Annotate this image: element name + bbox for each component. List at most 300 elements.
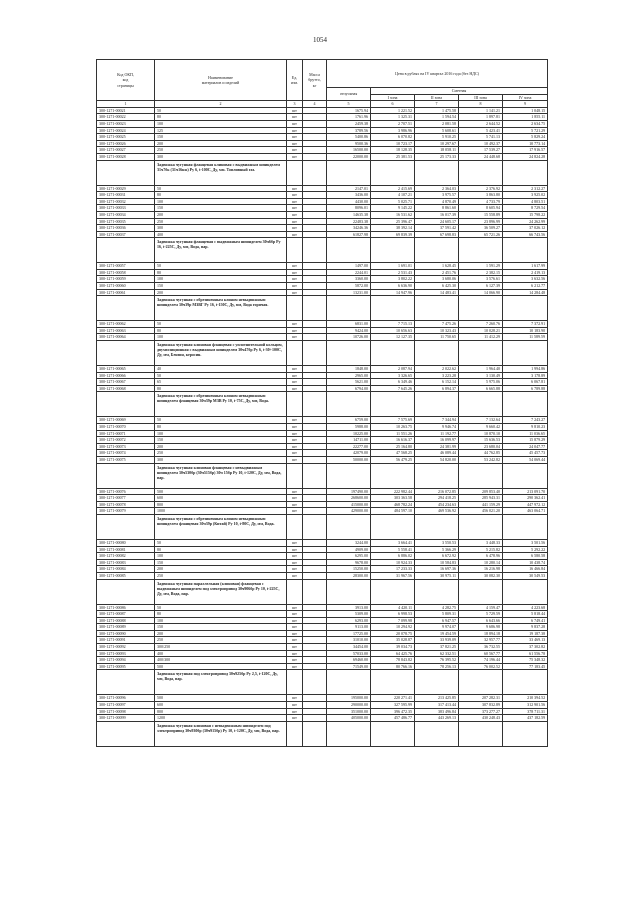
row-price-zone: 5 423.41 — [459, 127, 503, 134]
index-row — [97, 101, 548, 108]
row-mass — [303, 424, 327, 431]
row-price-zone: 10 263.75 — [371, 424, 415, 431]
table-row — [97, 198, 548, 205]
row-price-zone: 10 028.21 — [459, 327, 503, 334]
section-empty-cell — [327, 296, 371, 321]
table-row — [97, 424, 548, 431]
row-price-zone: 9 837.28 — [503, 624, 548, 631]
row-mass — [303, 443, 327, 450]
row-code: 300-1271-00097 — [97, 702, 155, 709]
row-mass — [303, 147, 327, 154]
table-row — [97, 321, 548, 328]
row-code: 300-1271-00031 — [97, 192, 155, 199]
row-price-zone: 3 680.06 — [415, 276, 459, 283]
row-code: 300-1271-00091 — [97, 637, 155, 644]
row-diameter: 600 — [155, 495, 287, 502]
row-price-zone: 10 280.14 — [459, 559, 503, 566]
row-price-zone: 10 438.74 — [503, 559, 548, 566]
section-title: Задвижка чугунная клиновая фланцевая с невыдвижным шпинделем 30ч530бр (30ч515бр) 30ч 15бр Ру 10, t-120С, Ду, мм, Вода, пар. — [155, 463, 287, 488]
row-unit: шт — [287, 417, 303, 424]
row-price-wholesale: 61827.98 — [327, 231, 371, 238]
row-price-zone: 10 297.67 — [415, 140, 459, 147]
section-empty-cell — [459, 296, 503, 321]
row-unit: шт — [287, 127, 303, 134]
section-empty-cell — [371, 514, 415, 539]
table-row — [97, 708, 548, 715]
row-price-zone: 37 302.82 — [503, 644, 548, 651]
row-price-zone: 23 896.99 — [459, 218, 503, 225]
row-mass — [303, 134, 327, 141]
row-diameter: 500 — [155, 695, 287, 702]
section-row — [97, 160, 548, 185]
section-title: Задвижка чугунная с обрезиненным клином невыдвижным шпинделем фланцевая 30ч39р МЗВ Ру 10, t-75С, Ду, мм, Вода. — [155, 392, 287, 417]
row-unit: шт — [287, 495, 303, 502]
section-empty-cell — [459, 160, 503, 185]
row-price-zone: 5 741.13 — [459, 134, 503, 141]
row-price-zone: 61 556.78 — [503, 650, 548, 657]
row-price-zone: 6 643.66 — [459, 617, 503, 624]
row-unit: шт — [287, 546, 303, 553]
row-price-zone: 80 766.16 — [371, 663, 415, 670]
section-empty-cell — [459, 579, 503, 604]
row-price-zone: 1 994.86 — [503, 366, 548, 373]
row-diameter: 100 — [155, 198, 287, 205]
row-code: 300-1271-00095 — [97, 663, 155, 670]
row-price-zone: 7 372.91 — [503, 321, 548, 328]
row-unit: шт — [287, 708, 303, 715]
row-price-zone: 10 870.10 — [459, 430, 503, 437]
row-price-zone: 16 216.98 — [459, 566, 503, 573]
row-price-zone: 20 078.75 — [371, 630, 415, 637]
row-price-zone: 383 496.84 — [415, 708, 459, 715]
table-row — [97, 205, 548, 212]
section-empty-cell — [327, 341, 371, 366]
row-diameter: 80 — [155, 611, 287, 618]
row-unit: шт — [287, 321, 303, 328]
row-price-zone: 5 818.44 — [503, 611, 548, 618]
row-price-zone: 6 580.58 — [503, 553, 548, 560]
row-price-zone: 1 628.45 — [415, 263, 459, 270]
section-empty-cell — [415, 392, 459, 417]
row-mass — [303, 417, 327, 424]
row-price-zone: 1 617.99 — [503, 263, 548, 270]
row-mass — [303, 546, 327, 553]
row-code: 300-1271-00077 — [97, 495, 155, 502]
row-price-zone: 7 575.69 — [371, 417, 415, 424]
row-price-zone: 207 282.31 — [459, 695, 503, 702]
row-price-wholesale: 4909.00 — [327, 546, 371, 553]
section-row — [97, 670, 548, 695]
section-empty-cell — [503, 579, 548, 604]
row-mass — [303, 205, 327, 212]
row-diameter: 150 — [155, 437, 287, 444]
row-mass — [303, 321, 327, 328]
row-unit: шт — [287, 663, 303, 670]
row-unit: шт — [287, 198, 303, 205]
section-empty-cell — [503, 296, 548, 321]
row-price-zone: 6 070.82 — [371, 134, 415, 141]
row-price-zone: 60 567.77 — [459, 650, 503, 657]
table-row — [97, 695, 548, 702]
row-price-zone: 396 472.35 — [371, 708, 415, 715]
row-mass — [303, 327, 327, 334]
row-unit: шт — [287, 715, 303, 722]
row-price-wholesale: 6794.00 — [327, 385, 371, 392]
row-price-zone: 294 418.25 — [415, 495, 459, 502]
row-diameter: 250 — [155, 218, 287, 225]
row-price-zone: 24 262.99 — [503, 218, 548, 225]
row-price-zone: 5 809.31 — [415, 611, 459, 618]
section-empty-cell — [371, 721, 415, 746]
row-price-zone: 2 312.27 — [503, 185, 548, 192]
row-code: 300-1271-00025 — [97, 134, 155, 141]
row-unit: шт — [287, 334, 303, 341]
section-empty-cell — [303, 238, 327, 263]
row-price-zone: 64 425.76 — [371, 650, 415, 657]
row-price-zone: 1 325.31 — [371, 114, 415, 121]
row-price-wholesale: 268600.00 — [327, 495, 371, 502]
row-price-zone: 2 644.52 — [459, 120, 503, 127]
table-row — [97, 276, 548, 283]
section-empty-cell — [287, 238, 303, 263]
section-title: Задвижка чугунная параллельная (клиновая) фланцевая с выдвижным шпинделем под электропривод 30ч906бр Ру 10, t-225С, Ду, мм, Вода, пар. — [155, 579, 287, 604]
section-empty-cell — [459, 392, 503, 417]
header-unit-line: изм. — [290, 80, 299, 86]
table-row — [97, 192, 548, 199]
index-cell: 9 — [503, 101, 548, 108]
row-price-wholesale: 69460.00 — [327, 657, 371, 664]
row-code: 300-1271-00090 — [97, 630, 155, 637]
section-empty-cell — [303, 670, 327, 695]
row-mass — [303, 715, 327, 722]
header-mass-line: брутто, — [308, 77, 321, 83]
row-price-zone: 14 284.48 — [503, 289, 548, 296]
section-empty-cell — [287, 670, 303, 695]
table-row — [97, 134, 548, 141]
row-diameter: 1200 — [155, 715, 287, 722]
row-price-zone: 6 672.92 — [415, 553, 459, 560]
row-price-wholesale: 14635.38 — [327, 211, 371, 218]
row-mass — [303, 140, 327, 147]
row-price-wholesale: 195000.00 — [327, 695, 371, 702]
row-code: 300-1271-00059 — [97, 276, 155, 283]
table-row — [97, 334, 548, 341]
row-price-zone: 76 002.52 — [459, 663, 503, 670]
row-code: 300-1271-00064 — [97, 334, 155, 341]
row-diameter: 200 — [155, 289, 287, 296]
section-empty-cell — [303, 579, 327, 604]
row-price-zone: 6 478.96 — [459, 553, 503, 560]
row-code: 300-1271-00034 — [97, 211, 155, 218]
section-row — [97, 579, 548, 604]
section-empty-cell — [287, 296, 303, 321]
row-price-wholesale: 3360.00 — [327, 276, 371, 283]
section-empty-cell — [327, 514, 371, 539]
row-price-wholesale: 8096.01 — [327, 205, 371, 212]
row-mass — [303, 650, 327, 657]
row-mass — [303, 218, 327, 225]
row-diameter: 50 — [155, 417, 287, 424]
row-price-zone: 24 047.77 — [503, 443, 548, 450]
row-code: 300-1271-00084 — [97, 566, 155, 573]
table-row — [97, 185, 548, 192]
row-price-zone: 14 483.41 — [415, 289, 459, 296]
row-diameter: 125 — [155, 127, 287, 134]
row-diameter: 250 — [155, 147, 287, 154]
table-row — [97, 211, 548, 218]
section-code-cell — [97, 341, 155, 366]
row-price-zone: 290 362.41 — [503, 495, 548, 502]
row-price-zone: 15 798.22 — [503, 211, 548, 218]
row-price-zone: 7 132.64 — [459, 417, 503, 424]
row-price-zone: 37 591.42 — [415, 225, 459, 232]
row-price-zone: 3 130.49 — [459, 372, 503, 379]
row-price-zone: 3 863.80 — [459, 192, 503, 199]
row-mass — [303, 366, 327, 373]
row-price-wholesale: 3913.00 — [327, 604, 371, 611]
row-mass — [303, 611, 327, 618]
row-code: 300-1271-00022 — [97, 114, 155, 121]
section-empty-cell — [371, 238, 415, 263]
row-unit: шт — [287, 372, 303, 379]
row-code: 300-1271-00093 — [97, 650, 155, 657]
section-empty-cell — [371, 392, 415, 417]
row-price-wholesale: 5988.00 — [327, 424, 371, 431]
row-diameter: 80 — [155, 192, 287, 199]
row-price-zone: 54 820.00 — [415, 456, 459, 463]
section-empty-cell — [503, 514, 548, 539]
section-empty-cell — [503, 670, 548, 695]
row-mass — [303, 663, 327, 670]
row-unit: шт — [287, 695, 303, 702]
row-price-zone: 11 192.77 — [415, 430, 459, 437]
row-price-zone: 1 964.40 — [459, 366, 503, 373]
table-row — [97, 508, 548, 515]
row-diameter: 50 — [155, 539, 287, 546]
section-empty-cell — [303, 721, 327, 746]
row-price-zone: 16 697.36 — [415, 566, 459, 573]
row-price-zone: 3 986.96 — [371, 127, 415, 134]
row-price-zone: 468 782.24 — [371, 501, 415, 508]
row-price-zone: 25 381.53 — [371, 153, 415, 160]
section-empty-cell — [303, 514, 327, 539]
row-price-wholesale: 9424.00 — [327, 327, 371, 334]
row-price-zone: 15 879.29 — [503, 437, 548, 444]
row-price-zone: 317 413.44 — [415, 702, 459, 709]
row-price-zone: 36 732.55 — [459, 644, 503, 651]
row-mass — [303, 185, 327, 192]
section-empty-cell — [415, 670, 459, 695]
section-empty-cell — [371, 160, 415, 185]
row-price-zone: 443 269.13 — [415, 715, 459, 722]
row-diameter: 500 — [155, 488, 287, 495]
section-title: Задвижка чугунная фланцевая клиновая с выдвижным шпинделем 31ч7бк (31ч16нж) Ру 6, t-100С, Ду, мм. Топливный газ. — [155, 160, 287, 185]
row-mass — [303, 192, 327, 199]
row-mass — [303, 456, 327, 463]
row-mass — [303, 289, 327, 296]
row-unit: шт — [287, 283, 303, 290]
row-price-zone: 7 099.98 — [371, 617, 415, 624]
row-diameter: 250 — [155, 572, 287, 579]
row-code: 300-1271-00023 — [97, 120, 155, 127]
section-empty-cell — [459, 514, 503, 539]
row-diameter: 400/300 — [155, 657, 287, 664]
row-code: 300-1271-00065 — [97, 366, 155, 373]
row-diameter: 50 — [155, 604, 287, 611]
row-price-zone: 2 087.94 — [371, 366, 415, 373]
row-price-wholesale: 3436.00 — [327, 192, 371, 199]
table-row — [97, 443, 548, 450]
page-number: 1054 — [313, 36, 327, 44]
row-mass — [303, 604, 327, 611]
row-diameter: 50 — [155, 263, 287, 270]
row-diameter: 80 — [155, 385, 287, 392]
index-cell: 1 — [97, 101, 155, 108]
section-title: Задвижка чугунная с обрезиненным клином невыдвижным шпинделем 30ч39р МЗВГ Ру 16, t-150С, Ду, мм, Вода горячая. — [155, 296, 287, 321]
section-code-cell — [97, 238, 155, 263]
row-unit: шт — [287, 107, 303, 114]
row-price-zone: 9 686.98 — [459, 624, 503, 631]
table-row — [97, 283, 548, 290]
section-empty-cell — [371, 463, 415, 488]
row-price-wholesale: 5400.86 — [327, 134, 371, 141]
row-price-zone: 62 332.51 — [415, 650, 459, 657]
row-unit: шт — [287, 443, 303, 450]
row-unit: шт — [287, 269, 303, 276]
row-unit: шт — [287, 276, 303, 283]
row-code: 300-1271-00080 — [97, 539, 155, 546]
section-empty-cell — [371, 341, 415, 366]
row-price-zone: 35 028.87 — [371, 637, 415, 644]
row-code: 300-1271-00058 — [97, 269, 155, 276]
row-price-zone: 3 501.56 — [503, 539, 548, 546]
header-mass — [303, 60, 327, 101]
row-mass — [303, 559, 327, 566]
table-row — [97, 107, 548, 114]
section-row — [97, 463, 548, 488]
section-empty-cell — [287, 579, 303, 604]
row-code: 300-1271-00098 — [97, 708, 155, 715]
row-price-zone: 67 698.83 — [415, 231, 459, 238]
table-row — [97, 430, 548, 437]
row-code: 300-1271-00028 — [97, 153, 155, 160]
row-price-zone: 2 531.43 — [371, 269, 415, 276]
row-price-zone: 441 159.29 — [459, 501, 503, 508]
row-price-wholesale: 6759.00 — [327, 417, 371, 424]
section-row — [97, 721, 548, 746]
row-code: 300-1271-00072 — [97, 437, 155, 444]
header-code-line: код — [122, 77, 129, 83]
row-price-zone: 2 707.51 — [371, 120, 415, 127]
row-mass — [303, 283, 327, 290]
row-price-zone: 66 743.56 — [503, 231, 548, 238]
table-row — [97, 657, 548, 664]
row-code: 300-1271-00069 — [97, 417, 155, 424]
row-price-zone: 75 348.32 — [503, 657, 548, 664]
table-row — [97, 624, 548, 631]
row-diameter: 250 — [155, 637, 287, 644]
row-price-zone: 12 127.35 — [371, 334, 415, 341]
row-code: 300-1271-00081 — [97, 546, 155, 553]
row-price-zone: 16 099.97 — [415, 437, 459, 444]
row-unit: шт — [287, 702, 303, 709]
row-price-zone: 216 072.85 — [415, 488, 459, 495]
row-price-zone: 2 081.58 — [415, 120, 459, 127]
row-price-wholesale: 3789.56 — [327, 127, 371, 134]
row-price-zone: 3 632.56 — [503, 276, 548, 283]
row-price-zone: 9 810.23 — [503, 424, 548, 431]
header-zone: IV зона — [503, 94, 548, 101]
row-price-zone: 46 089.44 — [415, 450, 459, 457]
row-price-zone: 7 344.94 — [415, 417, 459, 424]
price-table-body — [97, 60, 548, 747]
row-unit: шт — [287, 539, 303, 546]
row-price-wholesale: 197490.00 — [327, 488, 371, 495]
row-diameter: 100 — [155, 334, 287, 341]
row-diameter: 65 — [155, 379, 287, 386]
row-price-zone: 11 750.65 — [415, 334, 459, 341]
row-price-zone: 312 901.56 — [503, 702, 548, 709]
row-diameter: 200 — [155, 630, 287, 637]
row-unit: шт — [287, 624, 303, 631]
index-cell: 4 — [303, 101, 327, 108]
row-price-zone: 14 947.96 — [371, 289, 415, 296]
section-code-cell — [97, 392, 155, 417]
row-mass — [303, 276, 327, 283]
section-title: Задвижка чугунная клиновая фланцевая с уплотнительной кольцом, двухпозиционная с выдвижным шпинделем 30ч47бр Ру 6, t-30+100С, Ду, мм, Бензин, керосин. — [155, 341, 287, 366]
row-price-zone: 378 711.31 — [503, 708, 548, 715]
row-mass — [303, 211, 327, 218]
row-price-zone: 2 376.92 — [459, 185, 503, 192]
row-unit: шт — [287, 424, 303, 431]
table-row — [97, 715, 548, 722]
row-price-wholesale: 1675.94 — [327, 107, 371, 114]
row-price-zone: 8 605.94 — [459, 205, 503, 212]
row-price-zone: 5 025.71 — [371, 198, 415, 205]
row-unit: шт — [287, 450, 303, 457]
row-price-zone: 1 594.54 — [415, 114, 459, 121]
section-empty-cell — [503, 392, 548, 417]
row-price-zone: 210 394.52 — [503, 695, 548, 702]
row-price-zone: 2 364.03 — [415, 185, 459, 192]
section-empty-cell — [371, 670, 415, 695]
row-diameter: 100 — [155, 276, 287, 283]
row-price-zone: 3 664.41 — [371, 539, 415, 546]
row-price-zone: 3 975.57 — [415, 192, 459, 199]
row-code: 300-1271-00078 — [97, 501, 155, 508]
row-code: 300-1271-00076 — [97, 488, 155, 495]
row-diameter: 50 — [155, 321, 287, 328]
row-unit: шт — [287, 650, 303, 657]
table-row — [97, 385, 548, 392]
row-price-zone: 24 381.99 — [415, 443, 459, 450]
row-unit: шт — [287, 559, 303, 566]
row-mass — [303, 231, 327, 238]
section-empty-cell — [503, 238, 548, 263]
table-row — [97, 153, 548, 160]
row-diameter: 150 — [155, 624, 287, 631]
row-price-zone: 3 802.22 — [371, 276, 415, 283]
row-diameter: 150 — [155, 559, 287, 566]
section-row — [97, 296, 548, 321]
section-empty-cell — [503, 463, 548, 488]
row-unit: шт — [287, 289, 303, 296]
row-price-zone: 38 392.14 — [371, 225, 415, 232]
row-unit: шт — [287, 185, 303, 192]
row-price-zone: 3 550.53 — [415, 539, 459, 546]
header-row — [97, 60, 548, 88]
section-code-cell — [97, 463, 155, 488]
